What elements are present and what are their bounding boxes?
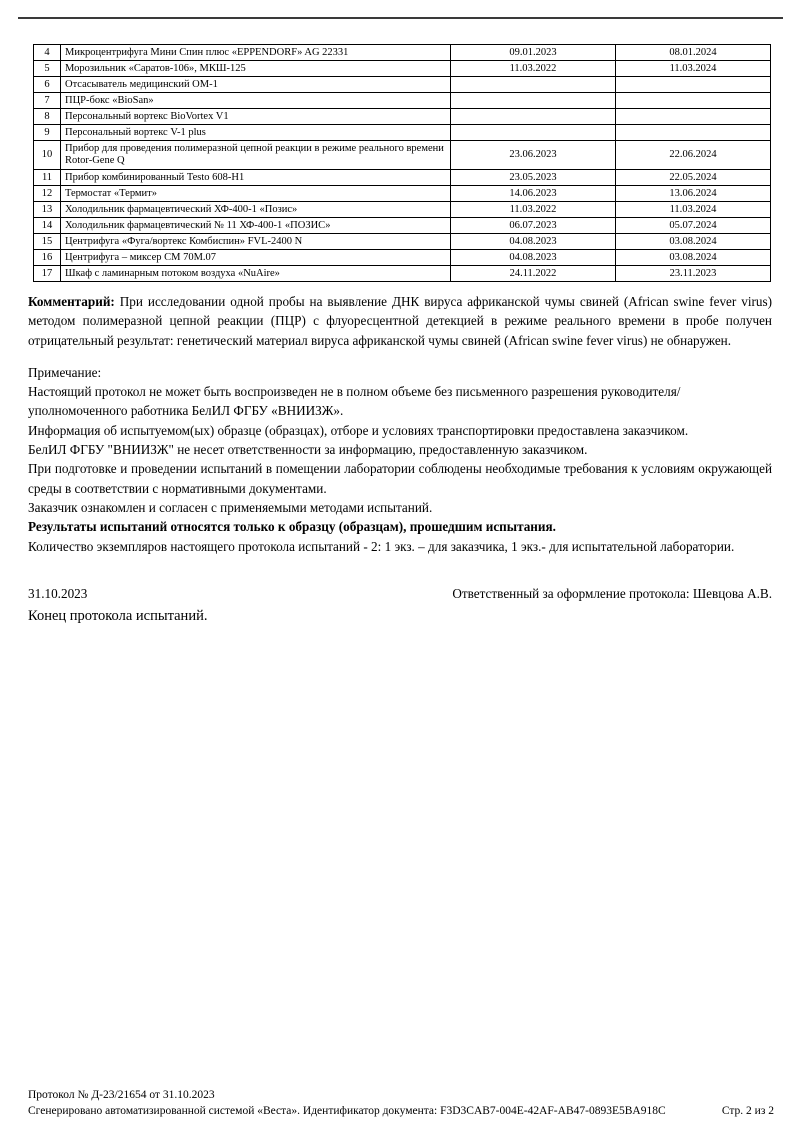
- verification-date-cell: 24.11.2022: [451, 266, 616, 282]
- table-row: [34, 109, 771, 125]
- valid-until-cell: 11.03.2024: [616, 61, 771, 77]
- signoff-row: [28, 584, 772, 603]
- row-number-cell: 5: [34, 61, 61, 77]
- results-scope-statement: Результаты испытаний относятся только к образцу (образцам), прошедшим испытания.: [28, 519, 556, 535]
- valid-until-cell: [616, 125, 771, 141]
- valid-until-cell: 03.08.2024: [616, 234, 771, 250]
- valid-until-cell: 13.06.2024: [616, 186, 771, 202]
- valid-until-cell: 11.03.2024: [616, 202, 771, 218]
- note-line: БелИЛ ФГБУ "ВНИИЗЖ" не несет ответственности за информацию, предоставленную заказчиком.: [28, 442, 588, 458]
- row-number-cell: 4: [34, 45, 61, 61]
- row-number-cell: 12: [34, 186, 61, 202]
- row-number-cell: 10: [34, 141, 61, 170]
- page-top-rule: [18, 17, 783, 19]
- row-number-cell: 14: [34, 218, 61, 234]
- table-row: [34, 45, 771, 61]
- responsible-person: Ответственный за оформление протокола: Шевцова А.В.: [452, 586, 772, 601]
- verification-date-cell: 04.08.2023: [451, 250, 616, 266]
- row-number-cell: 9: [34, 125, 61, 141]
- table-row: [34, 250, 771, 266]
- valid-until-cell: 22.06.2024: [616, 141, 771, 170]
- footer-generated-line: Сгенерировано автоматизированной системой «Веста». Идентификатор документа: F3D3CAB7-004E-42AF-AB47-0893E5BA918C: [28, 1105, 666, 1117]
- equipment-name-cell: Термостат «Термит»: [61, 186, 451, 202]
- equipment-name-cell: Морозильник «Саратов-106», МКШ-125: [61, 61, 451, 77]
- equipment-name-cell: Центрифуга «Фуга/вортекс Комбиспин» FVL-2400 N: [61, 234, 451, 250]
- valid-until-cell: 05.07.2024: [616, 218, 771, 234]
- verification-date-cell: 23.06.2023: [451, 141, 616, 170]
- row-number-cell: 11: [34, 170, 61, 186]
- equipment-name-cell: Холодильник фармацевтический ХФ-400-1 «Позис»: [61, 202, 451, 218]
- commentary-paragraph: [28, 292, 772, 350]
- verification-date-cell: [451, 93, 616, 109]
- note-line: При подготовке и проведении испытаний в помещении лаборатории соблюдены необходимые требования к условиям окружающей среды в соответствии с нормативными документами.: [28, 461, 772, 496]
- verification-date-cell: 11.03.2022: [451, 61, 616, 77]
- equipment-name-cell: Отсасыватель медицинский ОМ-1: [61, 77, 451, 93]
- row-number-cell: 15: [34, 234, 61, 250]
- row-number-cell: 6: [34, 77, 61, 93]
- verification-date-cell: [451, 125, 616, 141]
- end-of-protocol-line: Конец протокола испытаний.: [28, 608, 208, 624]
- table-row: [34, 186, 771, 202]
- table-row: [34, 218, 771, 234]
- table-row: [34, 170, 771, 186]
- verification-date-cell: [451, 77, 616, 93]
- valid-until-cell: 22.05.2024: [616, 170, 771, 186]
- row-number-cell: 17: [34, 266, 61, 282]
- verification-date-cell: 09.01.2023: [451, 45, 616, 61]
- row-number-cell: 16: [34, 250, 61, 266]
- valid-until-cell: 03.08.2024: [616, 250, 771, 266]
- row-number-cell: 13: [34, 202, 61, 218]
- note-line: Информация об испытуемом(ых) образце (образцах), отборе и условиях транспортировки предоставлена заказчиком.: [28, 422, 689, 438]
- copies-statement: Количество экземпляров настоящего протокола испытаний - 2: 1 экз. – для заказчика, 1 экз.- для испытательной лаборатории.: [28, 538, 735, 554]
- signoff-date: 31.10.2023: [28, 586, 88, 601]
- footer-protocol-number: Протокол № Д-23/21654 от 31.10.2023: [28, 1089, 215, 1101]
- notes-title: Примечание:: [28, 364, 102, 380]
- verification-date-cell: 14.06.2023: [451, 186, 616, 202]
- equipment-name-cell: Прибор для проведения полимеразной цепной реакции в режиме реального времени Rotor-Gene Q: [61, 141, 451, 170]
- valid-until-cell: 08.01.2024: [616, 45, 771, 61]
- table-row: [34, 77, 771, 93]
- note-line: Настоящий протокол не может быть воспроизведен не в полном объеме без письменного разрешения руководителя/уполномоченного работника БелИЛ ФГБУ «ВНИИЗЖ».: [28, 384, 681, 419]
- equipment-name-cell: Персональный вортекс BioVortex V1: [61, 109, 451, 125]
- table-row: [34, 93, 771, 109]
- valid-until-cell: [616, 93, 771, 109]
- document-body: [28, 292, 772, 556]
- commentary-text: При исследовании одной пробы на выявление ДНК вируса африканской чумы свиней (African swine fever virus) методом полимеразной цепной реакции (ПЦР) с флуоресцентной детекцией в режиме реального времени в пробе получен отрицательный результат: генетический материал вируса африканской чумы свиней (African swine fever virus) не обнаружен.: [28, 294, 772, 348]
- equipment-name-cell: Микроцентрифуга Мини Спин плюс «EPPENDORF» AG 22331: [61, 45, 451, 61]
- valid-until-cell: 23.11.2023: [616, 266, 771, 282]
- equipment-name-cell: ПЦР-бокс «BioSan»: [61, 93, 451, 109]
- verification-date-cell: 11.03.2022: [451, 202, 616, 218]
- equipment-name-cell: Холодильник фармацевтический № 11 ХФ-400-1 «ПОЗИС»: [61, 218, 451, 234]
- note-line: Заказчик ознакомлен и согласен с применяемыми методами испытаний.: [28, 499, 433, 515]
- equipment-name-cell: Персональный вортекс V-1 plus: [61, 125, 451, 141]
- valid-until-cell: [616, 77, 771, 93]
- table-row: [34, 202, 771, 218]
- verification-date-cell: [451, 109, 616, 125]
- verification-date-cell: 23.05.2023: [451, 170, 616, 186]
- table-row: [34, 141, 771, 170]
- table-row: [34, 266, 771, 282]
- table-row: [34, 125, 771, 141]
- equipment-name-cell: Шкаф с ламинарным потоком воздуха «NuAire»: [61, 266, 451, 282]
- equipment-name-cell: Прибор комбинированный Testo 608-H1: [61, 170, 451, 186]
- row-number-cell: 8: [34, 109, 61, 125]
- table-row: [34, 234, 771, 250]
- footer-page-number: Стр. 2 из 2: [721, 1105, 774, 1117]
- equipment-name-cell: Центрифуга – миксер СМ 70М.07: [61, 250, 451, 266]
- verification-date-cell: 06.07.2023: [451, 218, 616, 234]
- commentary-label: Комментарий:: [28, 294, 115, 309]
- verification-date-cell: 04.08.2023: [451, 234, 616, 250]
- page-footer: [28, 1087, 774, 1119]
- equipment-table: [33, 44, 771, 282]
- table-row: [34, 61, 771, 77]
- valid-until-cell: [616, 109, 771, 125]
- row-number-cell: 7: [34, 93, 61, 109]
